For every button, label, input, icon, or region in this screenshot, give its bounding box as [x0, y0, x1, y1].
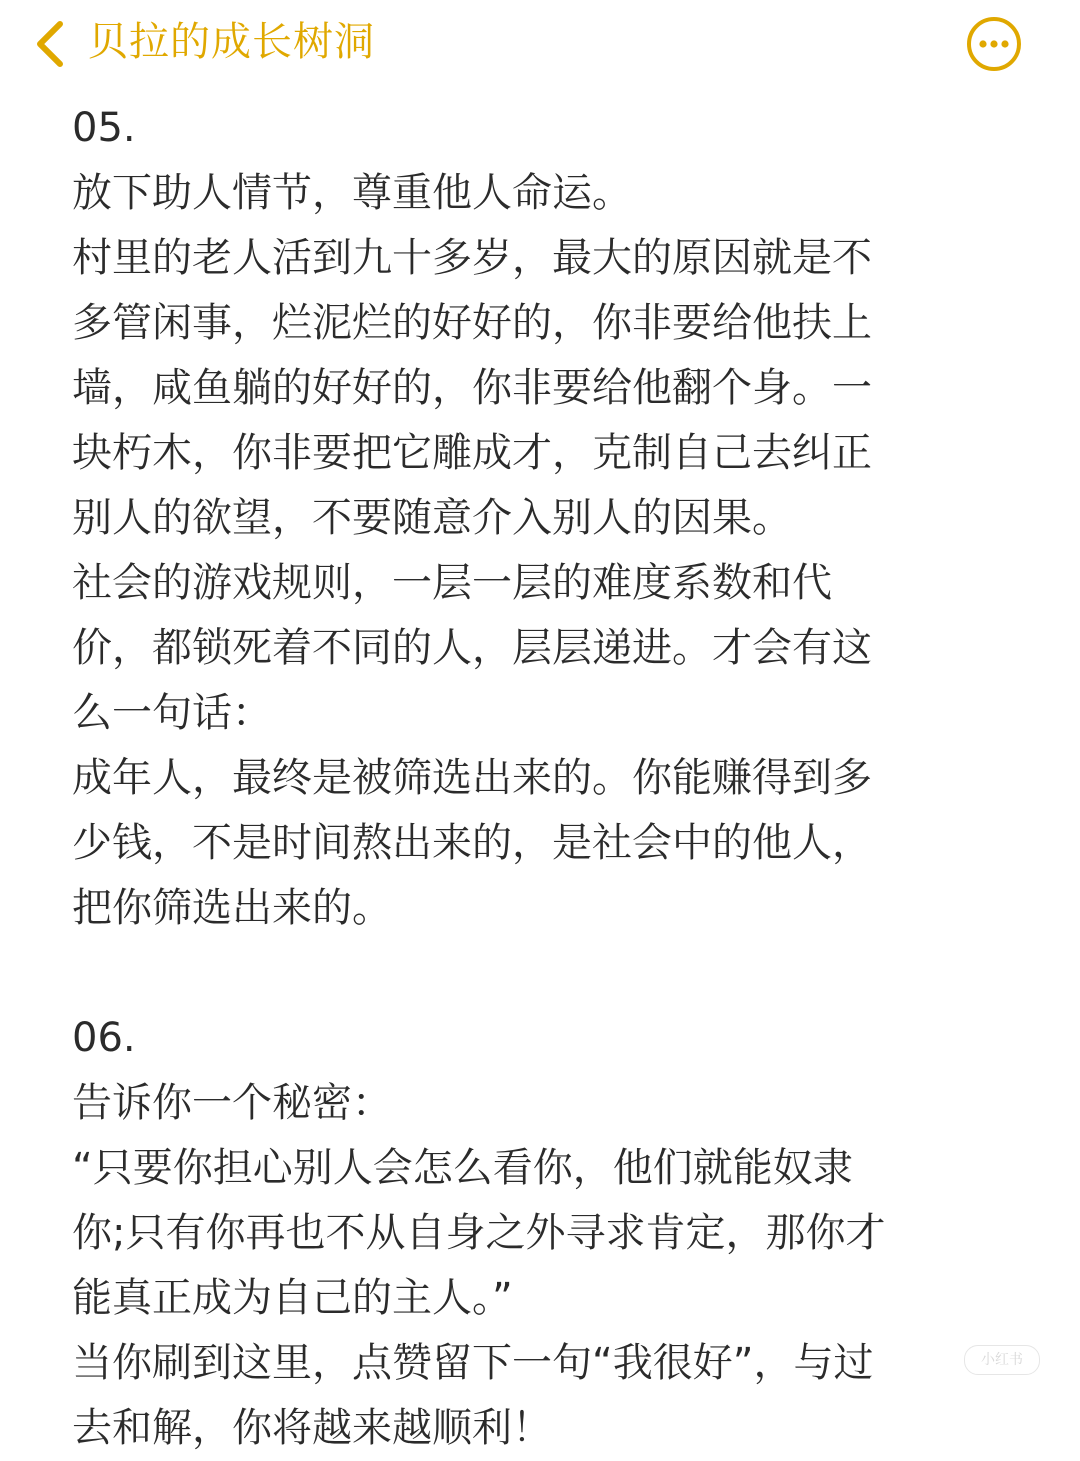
- note-line: 么一句话：: [72, 690, 272, 736]
- section-spacer: [72, 941, 1022, 1006]
- note-line: 村里的老人活到九十多岁，最大的原因就是不: [72, 235, 872, 281]
- note-line: 成年人，最终是被筛选出来的。你能赚得到多: [72, 755, 872, 801]
- note-line: 块朽木，你非要把它雕成才，克制自己去纠正: [72, 430, 872, 476]
- note-line: 少钱，不是时间熬出来的，是社会中的他人，: [72, 820, 872, 866]
- note-line: 墙，咸鱼躺的好好的，你非要给他翻个身。一: [72, 365, 872, 411]
- more-options-button[interactable]: [966, 16, 1022, 72]
- note-line: 别人的欲望，不要随意介入别人的因果。: [72, 495, 792, 541]
- section-heading: 05.: [72, 105, 136, 151]
- note-section-05: [72, 96, 1022, 941]
- more-circle-icon: [966, 16, 1022, 72]
- note-line: 多管闲事，烂泥烂的好好的，你非要给他扶上: [72, 300, 872, 346]
- note-line: 告诉你一个秘密：: [72, 1080, 392, 1126]
- note-body: [72, 96, 1022, 1461]
- note-line: 能真正成为自己的主人。”: [72, 1275, 513, 1321]
- note-line: 当你刷到这里，点赞留下一句“我很好”，与过: [72, 1340, 874, 1386]
- watermark-logo: 小红书: [964, 1345, 1040, 1375]
- chevron-left-icon: [30, 18, 74, 70]
- section-heading: 06.: [72, 1015, 136, 1061]
- note-line: 社会的游戏规则，一层一层的难度系数和代: [72, 560, 832, 606]
- note-line: 你;只有你再也不从自身之外寻求肯定，那你才: [72, 1210, 886, 1256]
- note-line: 放下助人情节，尊重他人命运。: [72, 170, 632, 216]
- top-bar: [0, 0, 1080, 92]
- page-title: 贝拉的成长树洞: [88, 19, 375, 65]
- note-line: 去和解，你将越来越顺利！: [72, 1405, 552, 1451]
- back-button[interactable]: [30, 18, 74, 70]
- note-line: 把你筛选出来的。: [72, 885, 392, 931]
- note-line: “只要你担心别人会怎么看你，他们就能奴隶: [72, 1145, 853, 1191]
- note-line: 价，都锁死着不同的人，层层递进。才会有这: [72, 625, 872, 671]
- note-section-06: [72, 1006, 1022, 1461]
